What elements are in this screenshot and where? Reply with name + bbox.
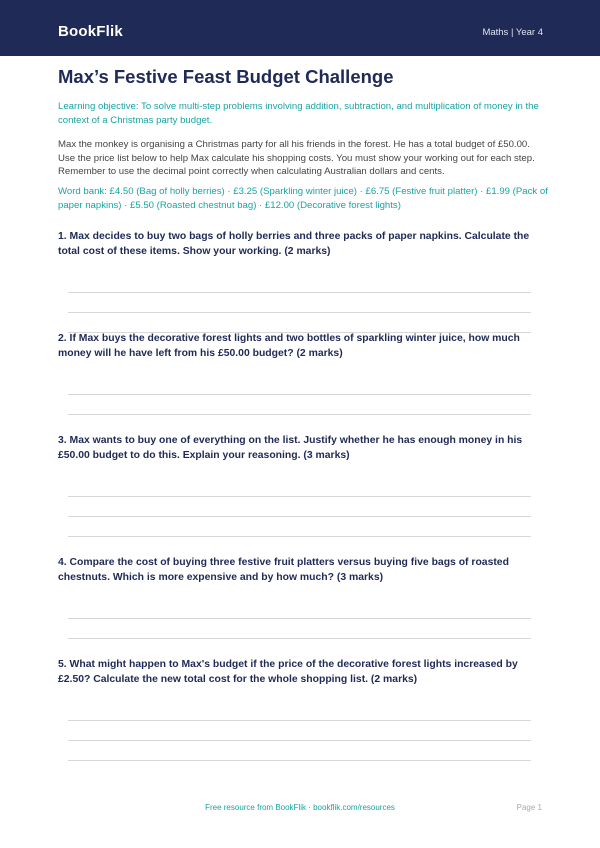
answer-line[interactable] (68, 760, 531, 761)
question-5: 5. What might happen to Max's budget if the price of the decorative forest lights increased by £2.50? Calculate the new total cost for the whole shopping list. (2 marks) (58, 659, 518, 685)
answer-line[interactable] (68, 618, 531, 619)
answer-line[interactable] (68, 536, 531, 537)
header-bar (0, 0, 600, 56)
learning-objective: Learning objective: To solve multi-step problems involving addition, subtraction, and multiplication of money in the context of a Christmas party budget. (58, 101, 539, 126)
intro-paragraph: Max the monkey is organising a Christmas party for all his friends in the forest. He has a total budget of £50.00. Use the price list below to help Max calculate his shopping costs. You must show your working out for each step. Remember to use the decimal point correctly when calculating Australian dollars and cents. (58, 139, 535, 177)
word-bank: Word bank: £4.50 (Bag of holly berries) · £3.25 (Sparkling winter juice) · £6.75 (Festive fruit platter) · £1.99 (Pack of paper napkins) · £5.50 (Roasted chestnut bag) · £12.00 (Decorative forest lights) (58, 186, 548, 211)
brand-logo-text: BookFlik (58, 23, 123, 40)
page-title: Max’s Festive Feast Budget Challenge (58, 66, 394, 87)
answer-line[interactable] (68, 414, 531, 415)
answer-line[interactable] (68, 312, 531, 313)
question-1: 1. Max decides to buy two bags of holly berries and three packs of paper napkins. Calculate the total cost of these items. Show your working. (2 marks) (58, 231, 530, 257)
subject-year-label: Maths | Year 4 (482, 27, 543, 38)
answer-line[interactable] (68, 720, 531, 721)
answer-line[interactable] (68, 394, 531, 395)
answer-line[interactable] (68, 516, 531, 517)
page-number: Page 1 (516, 803, 542, 812)
answer-line[interactable] (68, 638, 531, 639)
footer-link[interactable]: Free resource from BookFlik · bookflik.com/resources (205, 803, 395, 812)
answer-line[interactable] (68, 292, 531, 293)
question-2: 2. If Max buys the decorative forest lights and two bottles of sparkling winter juice, how much money will he have left from his £50.00 budget? (2 marks) (58, 333, 520, 359)
answer-line[interactable] (68, 496, 531, 497)
answer-line[interactable] (68, 740, 531, 741)
question-4: 4. Compare the cost of buying three festive fruit platters versus buying five bags of roasted chestnuts. Which is more expensive and by how much? (3 marks) (58, 557, 509, 583)
question-3: 3. Max wants to buy one of everything on the list. Justify whether he has enough money in his £50.00 budget to do this. Explain your reasoning. (3 marks) (58, 435, 523, 461)
